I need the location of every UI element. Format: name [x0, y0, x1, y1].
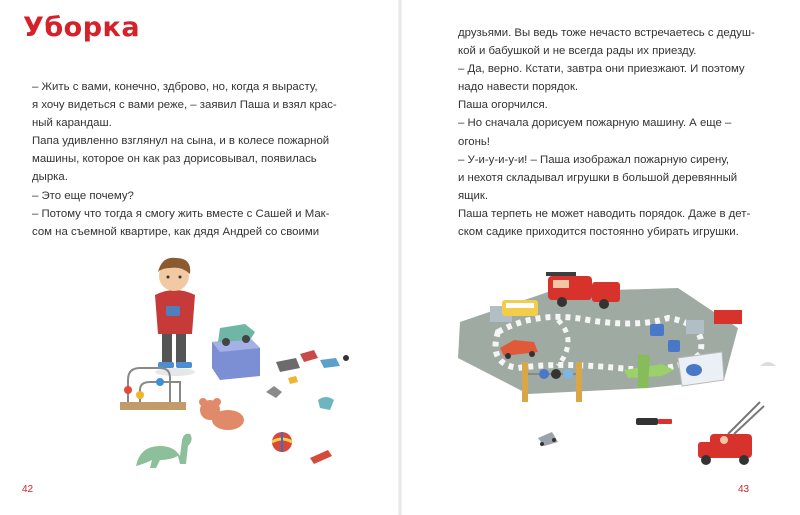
dinosaur-toy [136, 434, 192, 468]
text-line: и нехотя складывал игрушки в большой деревянный [458, 171, 738, 184]
text-line: огонь! [458, 135, 490, 148]
text-line: Папа удивленно взглянул на сына, и в колесе пожарной [32, 135, 330, 148]
text-line: – Это еще почему? [32, 189, 134, 202]
text-line: я хочу видеться с вами реже, – заявил Паша и взял крас- [32, 99, 337, 112]
fire-truck-ladder-toy [698, 402, 764, 465]
text-line: друзьями. Вы ведь тоже нечасто встречаетесь с дедуш- [458, 27, 755, 39]
text-line: ящик. [458, 189, 489, 202]
text-line: ный карандаш. [32, 117, 112, 130]
ball-toy [272, 432, 292, 452]
text-line: кой и бабушкой и не всегда рады их приезду. [458, 45, 697, 58]
text-line: ском садике приходится постоянно убирать игрушки. [458, 226, 739, 239]
text-line: Паша огорчился. [458, 99, 548, 112]
text-line: Паша терпеть не может наводить порядок. Даже в дет- [458, 207, 751, 220]
text-line: надо навести порядок. [458, 81, 579, 94]
page-number-right: 43 [738, 484, 750, 495]
page-number-left: 42 [22, 484, 34, 495]
toy-box [212, 324, 260, 380]
yellow-bus-toy [502, 300, 538, 316]
text-line: – Но сначала дорисуем пожарную машину. А еще – [458, 117, 732, 130]
boy-figure [155, 258, 195, 376]
left-page-text [32, 78, 352, 241]
text-line: – Да, верно. Кстати, завтра они приезжают. И поэтому [458, 63, 745, 76]
red-block-toy [714, 310, 742, 324]
right-page-text [458, 24, 778, 241]
chapter-title: Уборка [23, 12, 141, 43]
text-line: машины, которое он как раз дорисовывал, появилась [32, 153, 317, 166]
text-line: дырка. [32, 171, 68, 184]
text-line: – Потому что тогда я смогу жить вместе с Сашей и Мак- [32, 207, 330, 220]
right-page [400, 0, 800, 515]
text-line: – У-и-у-и-у-и! – Паша изображал пожарную сирену, [458, 153, 730, 166]
text-line: – Жить с вами, конечно, здброво, но, когда я вырасту, [32, 81, 318, 93]
play-mat-illustration [438, 270, 798, 485]
picture-card-toy [678, 352, 724, 386]
text-line: сом на съемной квартире, как дядя Андрей со своими [32, 225, 320, 238]
boy-with-toys-illustration [100, 250, 380, 480]
teddy-bear-toy [199, 398, 244, 430]
